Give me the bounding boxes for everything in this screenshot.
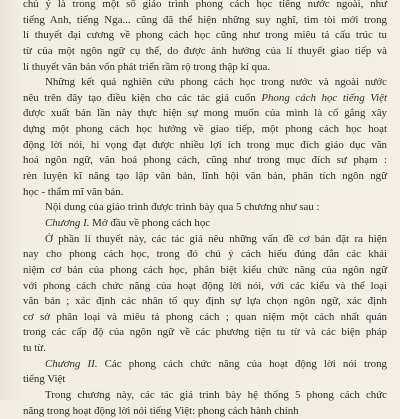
paragraph-p1	[23, 0, 387, 75]
text-run: rèn luyện kĩ năng tạo lập văn bản, lĩnh hội văn bản, phân tích ngôn ngữ	[23, 170, 387, 183]
text-run: động lời nói, hi vọng đạt được nhiều lợi ích trong mục đích giáo dục văn	[23, 138, 387, 151]
text-line	[23, 279, 387, 295]
text-run: Ở phần lí thuyết này, các tác giả nêu những vấn đề cơ bản đặt ra hiện	[45, 232, 387, 245]
paragraph-p4	[23, 216, 387, 232]
italic-text: Chương I.	[45, 216, 90, 229]
text-line	[23, 341, 387, 357]
text-line	[23, 169, 387, 185]
paragraph-p7	[23, 388, 387, 419]
text-run: với phong cách chức năng của hoạt động lời nói, với các kiểu và thể loại	[23, 279, 387, 292]
text-line	[23, 325, 387, 341]
text-run: văn bản ; xác định các nhân tố quy định sự lựa chọn ngôn ngữ, xác định	[23, 295, 387, 308]
text-run: chủ ý là trong một số giáo trình phong cách học tiếng nước ngoài, như	[23, 0, 387, 10]
text-run: hoá ngôn ngữ, văn hoá phong cách, cũng như trong mục đích sư phạm :	[23, 154, 387, 167]
text-line	[23, 357, 387, 373]
text-line	[23, 138, 387, 154]
text-line	[23, 28, 387, 44]
text-line	[23, 232, 387, 248]
text-line	[23, 75, 387, 91]
text-run: tiếng Việt	[23, 373, 66, 386]
text-run: Các phong cách chức năng của hoạt động lời nói trong	[97, 357, 387, 370]
text-run: lí thuyết văn bản vốn phát triển rầm rộ trong thập kỉ qua.	[23, 60, 271, 73]
text-line	[23, 44, 387, 60]
text-run: nay cho phong cách học, trong đó chú ý cách hiểu đúng đắn các khái	[23, 248, 387, 261]
paragraph-p3	[23, 200, 387, 216]
page-body-text	[23, 0, 387, 419]
text-run: năng trong hoạt động lời nói tiếng Việt: phong cách hành chính	[23, 404, 299, 417]
text-run: Những kết quả nghiên cứu phong cách học trong nước và ngoài nước	[45, 76, 387, 89]
text-line	[23, 122, 387, 138]
text-line	[23, 200, 387, 216]
text-run: được xuất bản lần này thực hiện sự mong muốn của mình là cố gắng xây	[23, 107, 387, 120]
text-run: tiếng Anh, tiếng Nga... cũng đã thể hiện những suy nghĩ, tìm tòi mới trong	[23, 13, 387, 26]
text-run: từ của một ngôn ngữ cụ thể, do được ảnh hưởng của lí thuyết giao tiếp và	[23, 44, 387, 57]
text-run: lí thuyết đại cương về phong cách học cũng như trong miêu tả cấu trúc tu	[23, 29, 387, 42]
text-run: niệm cơ bản của phong cách học, phân biệt kiểu chức năng của ngôn ngữ	[23, 263, 387, 276]
text-line	[23, 13, 387, 29]
italic-text: Phong cách học tiếng Việt	[261, 91, 387, 104]
text-line	[23, 153, 387, 169]
text-line	[23, 185, 387, 201]
text-run: học - thẩm mĩ văn bản.	[23, 185, 124, 198]
text-line	[23, 372, 387, 388]
text-line	[23, 0, 387, 13]
italic-text: Chương II.	[45, 357, 98, 370]
text-line	[23, 263, 387, 279]
text-run: Nội dung của giáo trình được trình bày qua 5 chương như sau :	[45, 201, 320, 214]
text-line	[23, 247, 387, 263]
text-line	[23, 404, 387, 419]
text-run: dựng một phong cách học hướng về giao tiếp, một phong cách học hoạt	[23, 123, 387, 136]
text-run: Mở đầu về phong cách học	[89, 216, 211, 229]
paragraph-p2	[23, 75, 387, 200]
text-line	[23, 106, 387, 122]
paragraph-p5	[23, 232, 387, 357]
text-run: nêu trên đây tạo điều kiện cho các tác giả cuốn	[23, 91, 262, 104]
text-line	[23, 216, 387, 232]
text-run: Trong chương này, các tác giả trình bày hệ thống 5 phong cách chức	[45, 389, 387, 402]
paragraph-p6	[23, 357, 387, 388]
text-run: cơ sở phân loại và miêu tả phong cách ; quan niệm một cách nhất quán	[23, 310, 387, 323]
text-line	[23, 294, 387, 310]
text-line	[23, 60, 387, 76]
text-run: tu từ.	[23, 342, 46, 355]
text-line	[23, 91, 387, 107]
text-line	[23, 388, 387, 404]
text-run: trong các cấp độ của ngôn ngữ về các phương tiện tu từ và các biện pháp	[23, 326, 387, 339]
text-line	[23, 310, 387, 326]
